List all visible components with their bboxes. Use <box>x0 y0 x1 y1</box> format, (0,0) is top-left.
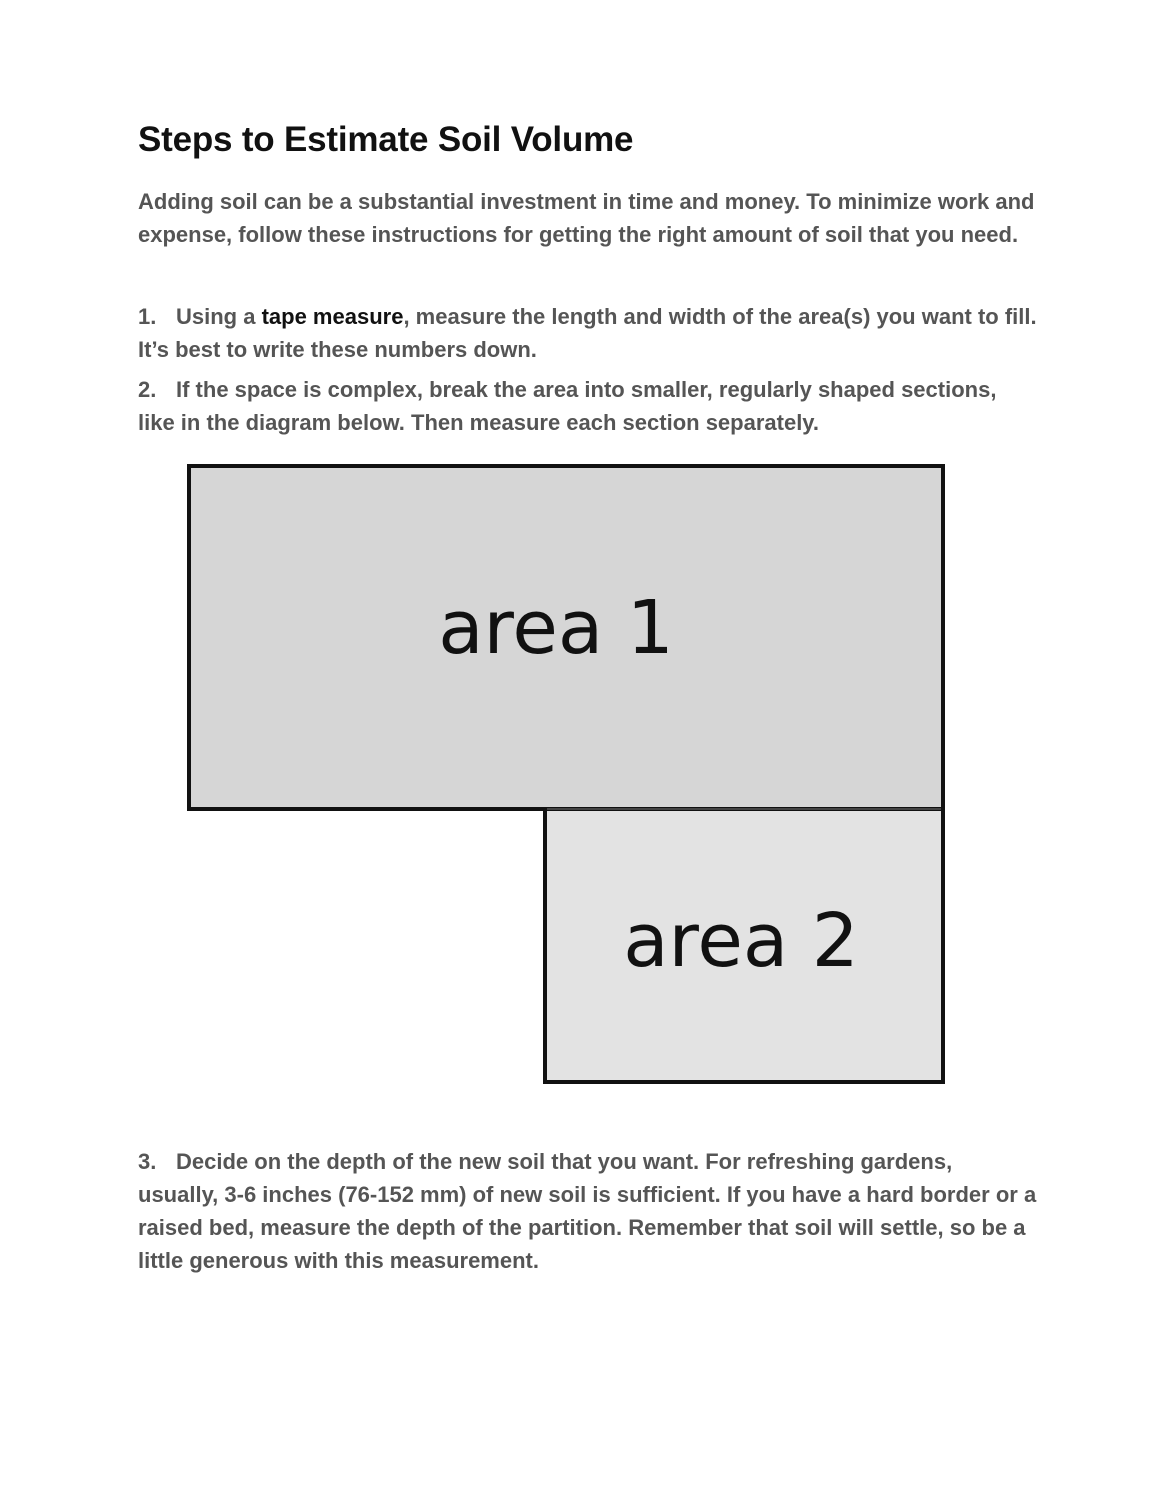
intro-paragraph: Adding soil can be a substantial investment in time and money. To minimize work and expense, follow these instructions for getting the right amount of soil that you need. <box>138 189 1035 247</box>
document-title: Steps to Estimate Soil Volume <box>138 120 634 159</box>
step-1-text-before: Using a <box>176 304 262 329</box>
step-1-emphasis: tape measure <box>261 304 404 329</box>
step-3-text: Decide on the depth of the new soil that you want. For refreshing gardens, usually, 3-6 inches (76-152 mm) of new soil is sufficient. If you have a hard border or a raised bed, measure the depth of the partition. Remember that soil will settle, so be a little generous with this measurement. <box>138 1149 1037 1273</box>
step-3-number: 3. <box>138 1149 157 1174</box>
step-3 <box>138 1145 1038 1277</box>
step-1 <box>138 300 1038 366</box>
step-1-number: 1. <box>138 304 157 329</box>
step-2 <box>138 373 1038 439</box>
step-2-text: If the space is complex, break the area into smaller, regularly shaped sections, like in the diagram below. Then measure each section separately. <box>138 377 997 435</box>
area-2-label: area 2 <box>623 898 859 984</box>
area-diagram <box>186 463 946 1085</box>
area-diagram-svg <box>186 463 946 1085</box>
step-1-text-after: , measure the length and width of the area(s) you want to fill. It’s best to write these numbers down. <box>138 304 1037 362</box>
area-1-label: area 1 <box>438 585 674 671</box>
step-2-number: 2. <box>138 377 157 402</box>
